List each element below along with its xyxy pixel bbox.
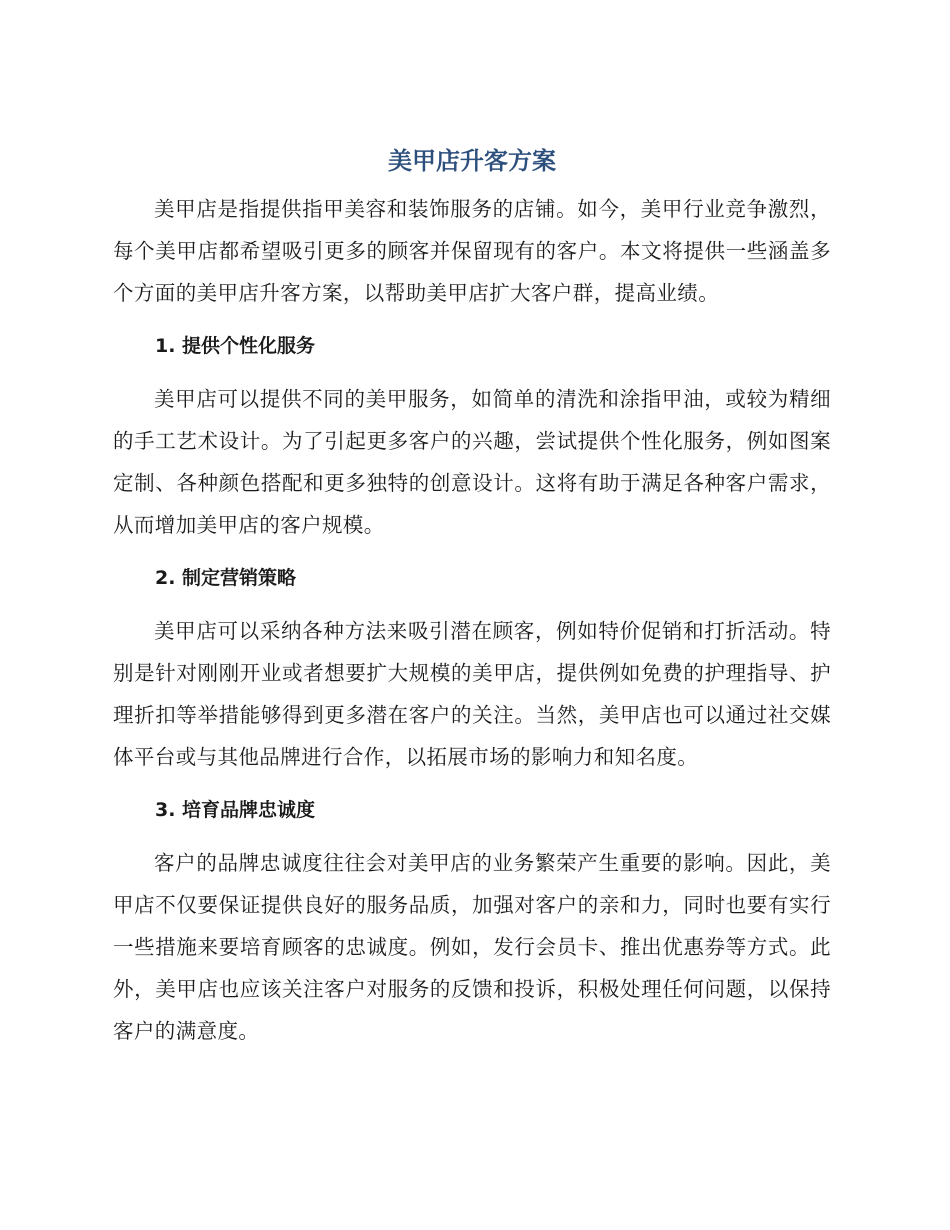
section-paragraph: 客户的品牌忠诚度往往会对美甲店的业务繁荣产生重要的影响。因此，美甲店不仅要保证提供良好的服务品质，加强对客户的亲和力，同时也要有实行一些措施来要培育顾客的忠诚度。例如，发行会员卡、推出优惠券等方式。此外，美甲店也应该关注客户对服务的反馈和投诉，积极处理任何问题，以保持客户的满意度。 [113,851,831,1043]
section-paragraph: 美甲店可以提供不同的美甲服务，如简单的清洗和涂指甲油，或较为精细的手工艺术设计。为了引起更多客户的兴趣，尝试提供个性化服务，例如图案定制、各种颜色搭配和更多独特的创意设计。这将有助于满足各种客户需求，从而增加美甲店的客户规模。 [113,387,831,537]
document-title: 美甲店升客方案 [388,147,556,175]
section-heading: 1. 提供个性化服务 [155,335,316,357]
document-page [113,140,831,1052]
section-heading: 3. 培育品牌忠诚度 [155,799,316,821]
section-1 [113,328,831,546]
section-2 [113,560,831,778]
section-paragraph: 美甲店可以采纳各种方法来吸引潜在顾客，例如特价促销和打折活动。特别是针对刚刚开业或者想要扩大规模的美甲店，提供例如免费的护理指导、护理折扣等举措能够得到更多潜在客户的关注。当然，美甲店也可以通过社交媒体平台或与其他品牌进行合作，以拓展市场的影响力和知名度。 [113,619,831,769]
section-3 [113,792,831,1052]
section-heading: 2. 制定营销策略 [155,567,297,589]
intro-paragraph: 美甲店是指提供指甲美容和装饰服务的店铺。如今，美甲行业竞争激烈，每个美甲店都希望吸引更多的顾客并保留现有的客户。本文将提供一些涵盖多个方面的美甲店升客方案，以帮助美甲店扩大客户群，提高业绩。 [113,197,831,305]
